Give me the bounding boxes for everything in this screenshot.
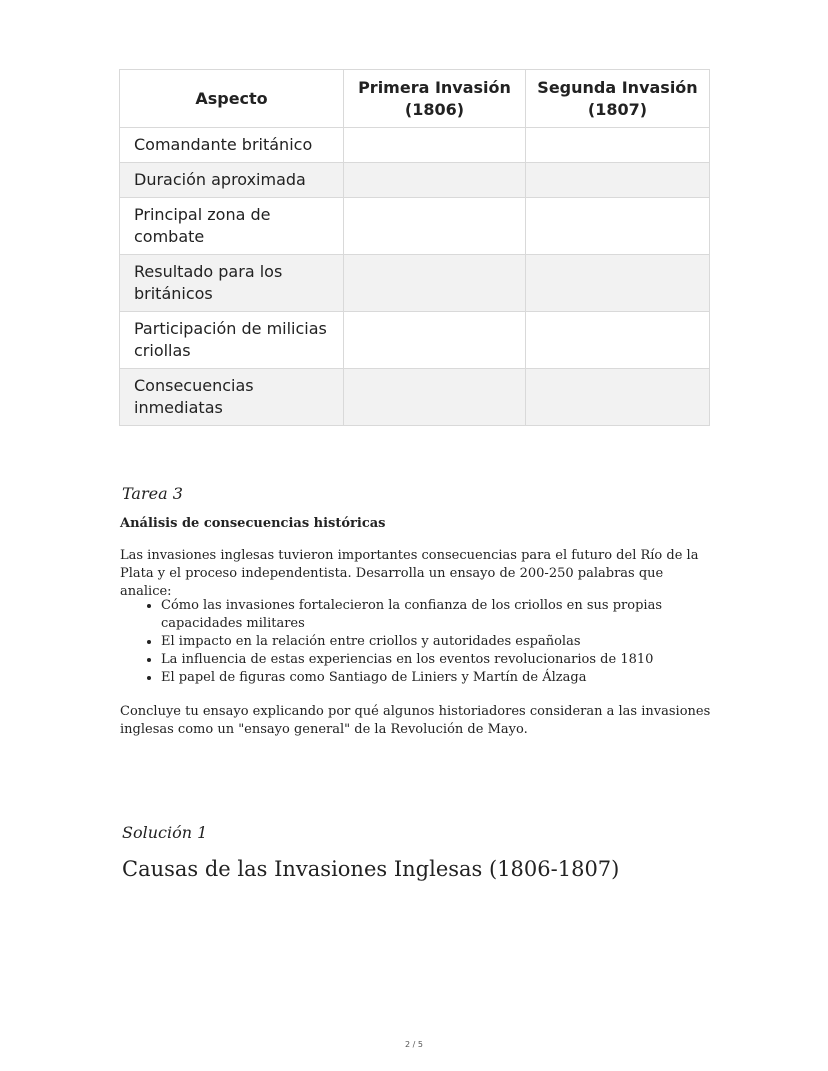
aspect-cell: Participación de milicias criollas (120, 312, 344, 369)
task-3-intro: Las invasiones inglesas tuvieron importantes consecuencias para el futuro del Río de la Plata y el proceso independentista. Desarrolla un ensayo de 200-250 palabras que analice: (120, 548, 699, 599)
first-invasion-cell (344, 255, 526, 312)
list-item: • El impacto en la relación entre criollos y autoridades españolas (161, 633, 721, 651)
list-item: • El papel de figuras como Santiago de Liniers y Martín de Álzaga (161, 669, 721, 687)
second-invasion-cell (526, 198, 710, 255)
aspect-cell: Duración aproximada (120, 163, 344, 198)
page-number: 2 / 5 (405, 1040, 423, 1049)
table-row (120, 255, 710, 312)
header-aspecto: Aspecto (120, 70, 344, 128)
second-invasion-cell (526, 128, 710, 163)
table-row (120, 198, 710, 255)
aspect-cell: Comandante británico (120, 128, 344, 163)
first-invasion-cell (344, 198, 526, 255)
table-row (120, 128, 710, 163)
table-header-row (120, 70, 710, 128)
table-row (120, 163, 710, 198)
comparison-table (119, 69, 710, 426)
first-invasion-cell (344, 163, 526, 198)
second-invasion-cell (526, 312, 710, 369)
first-invasion-cell (344, 312, 526, 369)
header-segunda-invasion (526, 70, 710, 128)
header-segunda-invasion-text: Segunda Invasión (1807) (537, 77, 698, 119)
first-invasion-cell (344, 369, 526, 426)
task-3-label: Tarea 3 (122, 484, 183, 503)
header-primera-invasion-text: Primera Invasión (1806) (358, 77, 511, 119)
second-invasion-cell (526, 255, 710, 312)
task-3-subtitle: Análisis de consecuencias históricas (120, 516, 386, 531)
list-item: • Cómo las invasiones fortalecieron la confianza de los criollos en sus propias capacidades militares (161, 597, 721, 633)
first-invasion-cell (344, 128, 526, 163)
second-invasion-cell (526, 163, 710, 198)
table-row (120, 369, 710, 426)
solution-1-title: Causas de las Invasiones Inglesas (1806-1807) (122, 857, 620, 881)
aspect-cell: Consecuencias inmediatas (120, 369, 344, 426)
header-primera-invasion (344, 70, 526, 128)
task-3-conclusion: Concluye tu ensayo explicando por qué algunos historiadores consideran a las invasiones inglesas como un "ensayo general" de la Revolución de Mayo. (120, 704, 711, 737)
list-item: • La influencia de estas experiencias en los eventos revolucionarios de 1810 (161, 651, 721, 669)
task-3-bullet-list (120, 597, 721, 687)
aspect-cell: Principal zona de combate (120, 198, 344, 255)
table-row (120, 312, 710, 369)
second-invasion-cell (526, 369, 710, 426)
solution-1-label: Solución 1 (122, 823, 208, 842)
aspect-cell: Resultado para los británicos (120, 255, 344, 312)
